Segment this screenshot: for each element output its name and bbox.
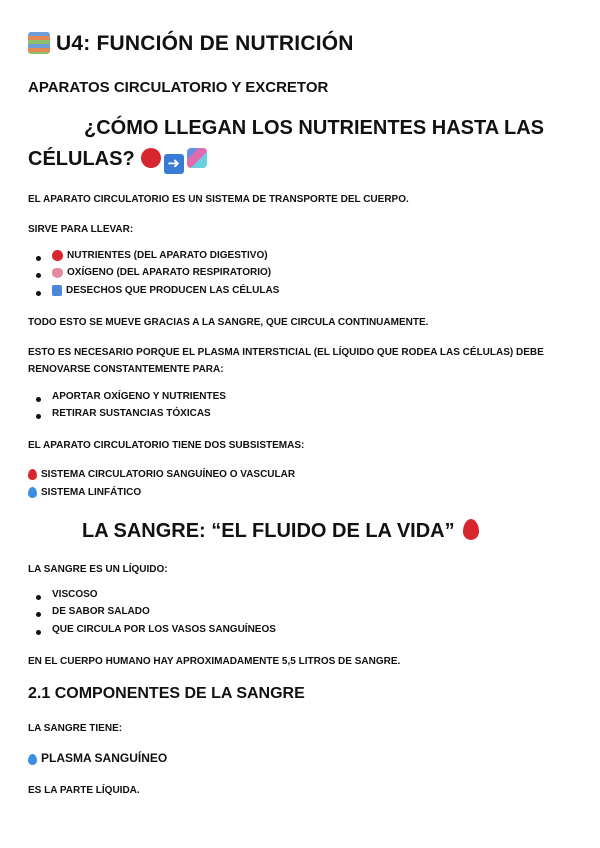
list-item-text: NUTRIENTES (DEL APARATO DIGESTIVO) bbox=[67, 250, 268, 261]
necesario-line1: ESTO ES NECESARIO PORQUE EL PLASMA INTERSTICIAL (EL LÍQUIDO QUE RODEA LAS CÉLULAS) DEBE bbox=[28, 347, 544, 358]
list-item bbox=[38, 589, 98, 600]
blue-drop-icon bbox=[28, 487, 37, 498]
list-item-text: APORTAR OXÍGENO Y NUTRIENTES bbox=[52, 391, 226, 402]
dna-icon bbox=[187, 148, 207, 168]
blue-drop-icon bbox=[28, 754, 37, 765]
list-item-text: RETIRAR SUSTANCIAS TÓXICAS bbox=[52, 408, 211, 419]
list-item bbox=[38, 285, 279, 296]
mueve-text: TODO ESTO SE MUEVE GRACIAS A LA SANGRE, QUE CIRCULA CONTINUAMENTE. bbox=[28, 317, 429, 328]
arrow-right-icon: ➜ bbox=[164, 154, 184, 174]
system-item bbox=[28, 484, 580, 501]
lungs-icon bbox=[52, 268, 63, 278]
necesario-line2: RENOVARSE CONSTANTEMENTE PARA: bbox=[28, 364, 224, 375]
list-item bbox=[38, 267, 271, 278]
system-item-text: SISTEMA CIRCULATORIO SANGUÍNEO O VASCULAR bbox=[41, 469, 296, 480]
title-text: U4: FUNCIÓN DE NUTRICIÓN bbox=[56, 32, 354, 55]
list-item-text: DE SABOR SALADO bbox=[52, 606, 150, 617]
list-item bbox=[38, 408, 211, 419]
list-item bbox=[38, 391, 226, 402]
sangre-intro: LA SANGRE ES UN LÍQUIDO: bbox=[28, 564, 168, 575]
list-item bbox=[38, 624, 276, 635]
list-item-text: OXÍGENO (DEL APARATO RESPIRATORIO) bbox=[67, 267, 272, 278]
litros-text: EN EL CUERPO HUMANO HAY APROXIMADAMENTE 5,5 LITROS DE SANGRE. bbox=[28, 656, 401, 667]
books-icon bbox=[28, 32, 50, 54]
plasma-heading bbox=[28, 751, 580, 765]
apple-icon bbox=[52, 250, 63, 261]
section3-heading: 2.1 COMPONENTES DE LA SANGRE bbox=[28, 685, 305, 702]
section1-heading-line1: ¿CÓMO LLEGAN LOS NUTRIENTES HASTA LAS bbox=[84, 117, 544, 139]
sangre-tiene: LA SANGRE TIENE: bbox=[28, 723, 123, 734]
sirve-para-llevar: SIRVE PARA LLEVAR: bbox=[28, 224, 134, 235]
section2-heading-text: LA SANGRE: “EL FLUIDO DE LA VIDA” bbox=[82, 520, 455, 542]
section1-heading-line2-wrap bbox=[28, 144, 580, 175]
list-item-text: DESECHOS QUE PRODUCEN LAS CÉLULAS bbox=[66, 285, 280, 296]
system-item bbox=[28, 466, 580, 483]
system-item-text: SISTEMA LINFÁTICO bbox=[41, 487, 142, 498]
plasma-text: ES LA PARTE LÍQUIDA. bbox=[28, 785, 140, 796]
list-item-text: VISCOSO bbox=[52, 589, 98, 600]
list-item-text: QUE CIRCULA POR LOS VASOS SANGUÍNEOS bbox=[52, 624, 276, 635]
plasma-heading-text: PLASMA SANGUÍNEO bbox=[41, 751, 168, 765]
blood-drop-icon bbox=[463, 519, 479, 540]
red-drop-icon bbox=[28, 469, 37, 480]
apple-icon bbox=[141, 148, 161, 168]
necesario-text bbox=[28, 344, 580, 378]
document-title bbox=[28, 32, 580, 56]
list-item bbox=[38, 606, 150, 617]
circulatorio-intro: EL APARATO CIRCULATORIO ES UN SISTEMA DE TRANSPORTE DEL CUERPO. bbox=[28, 194, 409, 205]
section1-heading-line2: CÉLULAS? bbox=[28, 148, 135, 170]
section2-heading bbox=[82, 516, 580, 547]
document-subtitle: APARATOS CIRCULATORIO Y EXCRETOR bbox=[28, 79, 329, 96]
subsistemas-text: EL APARATO CIRCULATORIO TIENE DOS SUBSISTEMAS: bbox=[28, 440, 305, 451]
section1-heading bbox=[28, 113, 580, 175]
trash-icon bbox=[52, 285, 62, 296]
list-item bbox=[38, 250, 268, 261]
